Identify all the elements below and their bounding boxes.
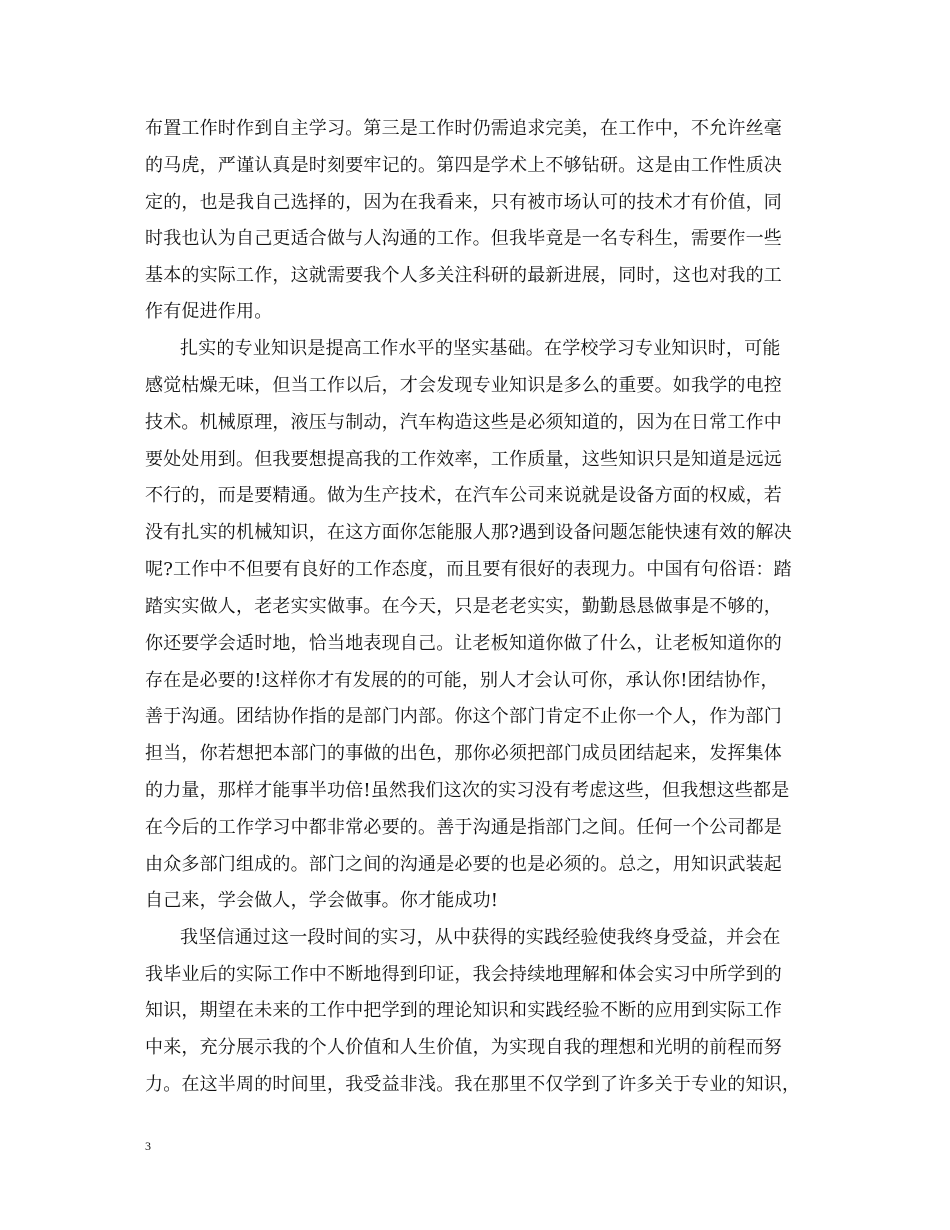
text-line: 时我也认为自己更适合做与人沟通的工作。但我毕竟是一名专科生，需要作一些 bbox=[145, 228, 782, 249]
text-line: 善于沟通。团结协作指的是部门内部。你这个部门肯定不止你一个人，作为部门 bbox=[145, 706, 782, 727]
text-line: 不行的，而是要精通。做为生产技术，在汽车公司来说就是设备方面的权威，若 bbox=[145, 485, 782, 506]
text-line: 你还要学会适时地，恰当地表现自己。让老板知道你做了什么，让老板知道你的 bbox=[145, 633, 782, 654]
paragraph-start-line: 我坚信通过这一段时间的实习，从中获得的实践经验使我终身受益，并会在 bbox=[180, 927, 781, 948]
paragraph-start-line: 扎实的专业知识是提高工作水平的坚实基础。在学校学习专业知识时，可能 bbox=[180, 338, 781, 359]
text-line: 呢?工作中不但要有良好的工作态度，而且要有很好的表现力。中国有句俗语：踏 bbox=[145, 559, 792, 580]
text-line: 由众多部门组成的。部门之间的沟通是必要的也是必须的。总之，用知识武装起 bbox=[145, 854, 782, 875]
text-line: 中来，充分展示我的个人价值和人生价值，为实现自我的理想和光明的前程而努 bbox=[145, 1037, 782, 1058]
text-line: 踏实实做人，老老实实做事。在今天，只是老老实实，勤勤恳恳做事是不够的， bbox=[145, 596, 782, 617]
page-number: 3 bbox=[145, 1139, 151, 1153]
text-line: 定的，也是我自己选择的，因为在我看来，只有被市场认可的技术才有价值，同 bbox=[145, 192, 782, 213]
text-line: 的力量，那样才能事半功倍!虽然我们这次的实习没有考虑这些，但我想这些都是 bbox=[145, 780, 790, 801]
text-line: 感觉枯燥无味，但当工作以后，才会发现专业知识是多么的重要。如我学的电控 bbox=[145, 375, 782, 396]
text-line: 布置工作时作到自主学习。第三是工作时仍需追求完美，在工作中，不允许丝毫 bbox=[145, 118, 782, 139]
text-line: 技术。机械原理，液压与制动，汽车构造这些是必须知道的，因为在日常工作中 bbox=[145, 412, 782, 433]
text-line: 作有促进作用。 bbox=[145, 301, 273, 322]
text-line: 力。在这半周的时间里，我受益非浅。我在那里不仅学到了许多关于专业的知识， bbox=[145, 1074, 801, 1095]
text-line: 在今后的工作学习中都非常必要的。善于沟通是指部门之间。任何一个公司都是 bbox=[145, 817, 782, 838]
text-line: 基本的实际工作，这就需要我个人多关注科研的最新进展，同时，这也对我的工 bbox=[145, 265, 782, 286]
text-line: 没有扎实的机械知识，在这方面你怎能服人那?遇到设备问题怎能快速有效的解决 bbox=[145, 522, 792, 543]
text-line: 的马虎，严谨认真是时刻要牢记的。第四是学术上不够钻研。这是由工作性质决 bbox=[145, 155, 782, 176]
text-line: 存在是必要的!这样你才有发展的的可能，别人才会认可你，承认你!团结协作， bbox=[145, 670, 779, 691]
text-line: 知识，期望在未来的工作中把学到的理论知识和实践经验不断的应用到实际工作 bbox=[145, 1000, 782, 1021]
text-line: 自己来，学会做人，学会做事。你才能成功! bbox=[145, 890, 499, 911]
text-line: 担当，你若想把本部门的事做的出色，那你必须把部门成员团结起来，发挥集体 bbox=[145, 743, 782, 764]
text-line: 我毕业后的实际工作中不断地得到印证，我会持续地理解和体会实习中所学到的 bbox=[145, 964, 782, 985]
text-line: 要处处用到。但我要想提高我的工作效率，工作质量，这些知识只是知道是远远 bbox=[145, 449, 782, 470]
